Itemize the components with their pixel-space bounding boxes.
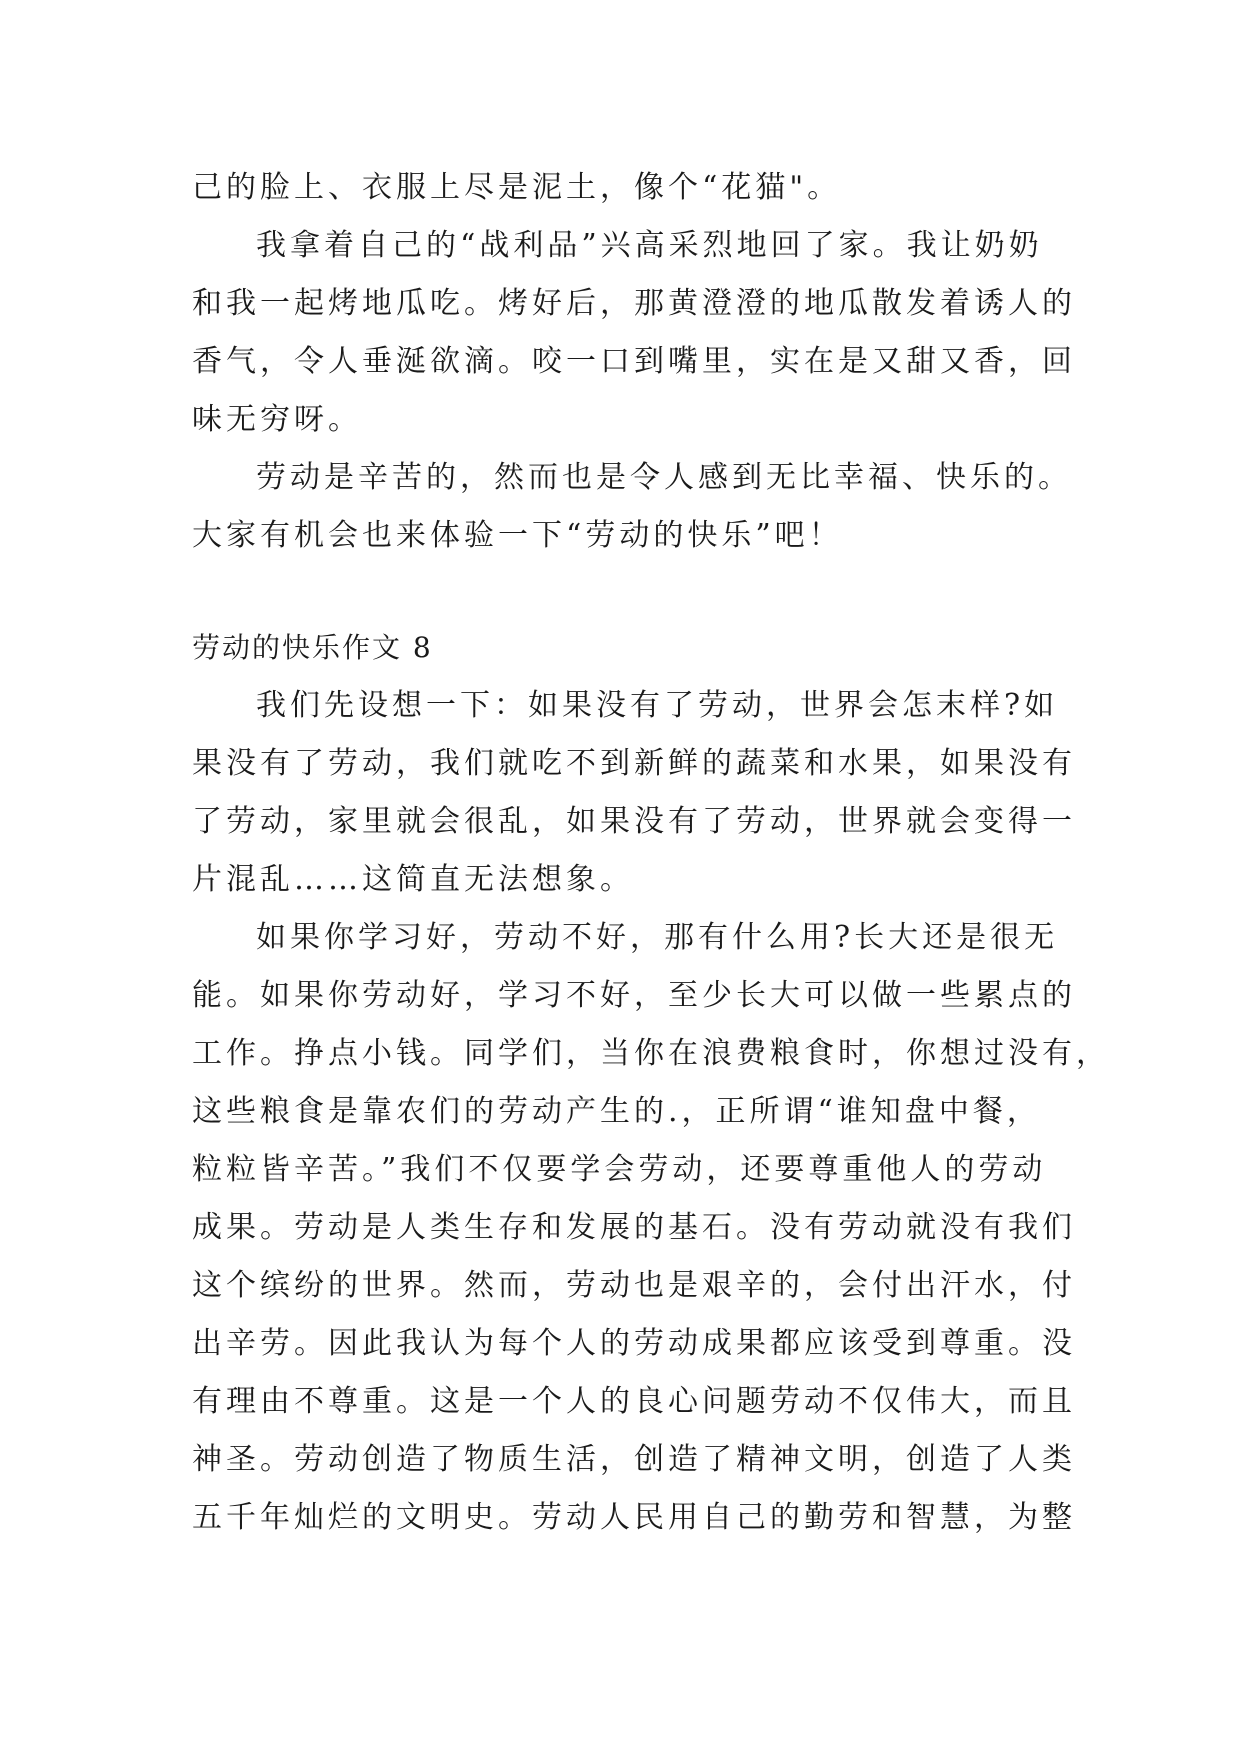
- paragraph-line: 果没有了劳动，我们就吃不到新鲜的蔬菜和水果，如果没有: [192, 746, 1076, 781]
- paragraph-line: 己的脸上、衣服上尽是泥土，像个“花猫"。: [192, 170, 842, 205]
- paragraph-line: 能。如果你劳动好，学习不好，至少长大可以做一些累点的: [192, 978, 1076, 1013]
- paragraph-line: 工作。挣点小钱。同学们，当你在浪费粮食时，你想过没有，: [192, 1036, 1110, 1071]
- paragraph-line: 这些粮食是靠农们的劳动产生的.，正所谓“谁知盘中餐，: [192, 1094, 1041, 1129]
- paragraph-line: 我们先设想一下：如果没有了劳动，世界会怎末样?如: [256, 688, 1059, 723]
- paragraph-line: 劳动是辛苦的，然而也是令人感到无比幸福、快乐的。: [256, 460, 1072, 495]
- paragraph-line: 片混乱……这简直无法想象。: [192, 862, 634, 897]
- paragraph-line: 香气，令人垂涎欲滴。咬一口到嘴里，实在是又甜又香，回: [192, 344, 1076, 379]
- paragraph-line: 如果你学习好，劳动不好，那有什么用?长大还是很无: [256, 920, 1059, 955]
- section-title: 劳动的快乐作文 8: [192, 631, 433, 664]
- paragraph-line: 了劳动，家里就会很乱，如果没有了劳动，世界就会变得一: [192, 804, 1076, 839]
- paragraph-line: 五千年灿烂的文明史。劳动人民用自己的勤劳和智慧，为整: [192, 1500, 1076, 1535]
- paragraph-line: 大家有机会也来体验一下“劳动的快乐”吧！: [192, 518, 843, 553]
- paragraph-line: 出辛劳。因此我认为每个人的劳动成果都应该受到尊重。没: [192, 1326, 1076, 1361]
- paragraph-line: 粒粒皆辛苦。”我们不仅要学会劳动，还要尊重他人的劳动: [192, 1152, 1047, 1187]
- paragraph-line: 神圣。劳动创造了物质生活，创造了精神文明，创造了人类: [192, 1442, 1076, 1477]
- paragraph-line: 味无穷呀。: [192, 402, 362, 437]
- paragraph-line: 我拿着自己的“战利品”兴高采烈地回了家。我让奶奶: [256, 228, 1043, 263]
- paragraph-line: 和我一起烤地瓜吃。烤好后，那黄澄澄的地瓜散发着诱人的: [192, 286, 1076, 321]
- paragraph-line: 成果。劳动是人类生存和发展的基石。没有劳动就没有我们: [192, 1210, 1076, 1245]
- paragraph-line: 有理由不尊重。这是一个人的良心问题劳动不仅伟大，而且: [192, 1384, 1076, 1419]
- paragraph-line: 这个缤纷的世界。然而，劳动也是艰辛的，会付出汗水，付: [192, 1268, 1076, 1303]
